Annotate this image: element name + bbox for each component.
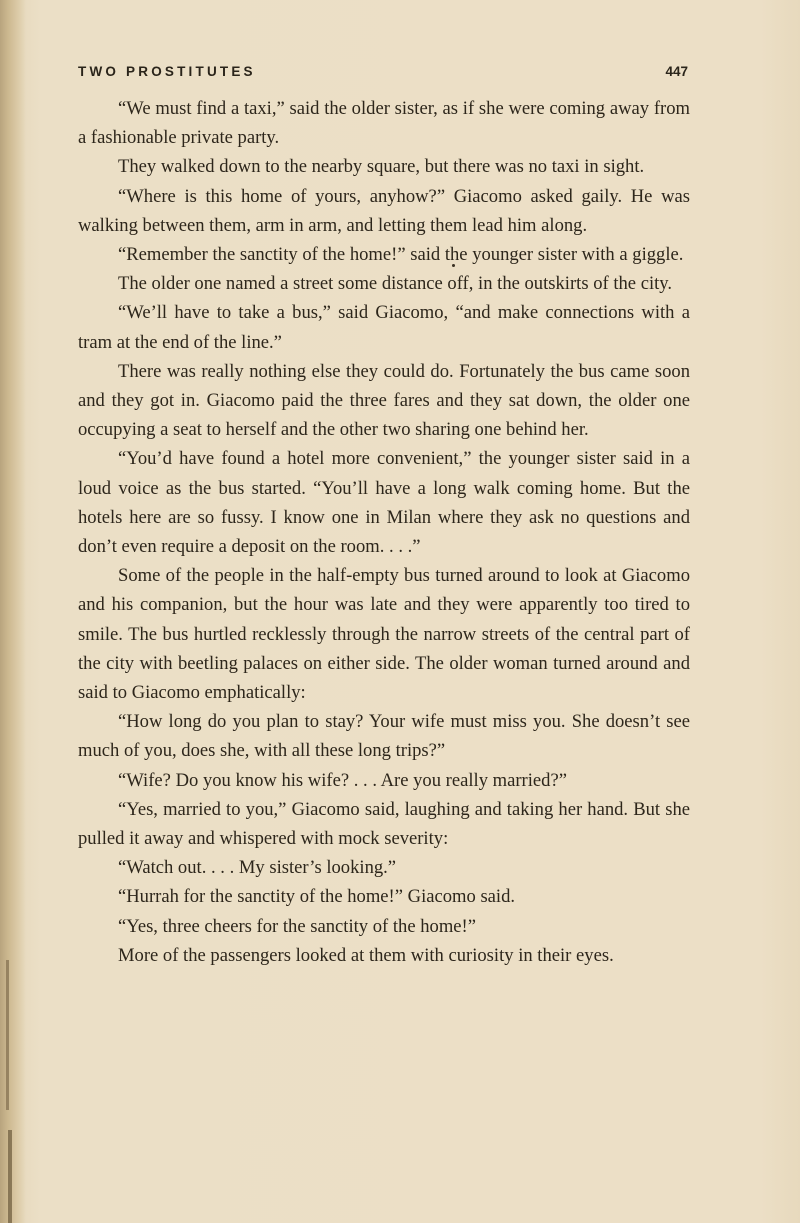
- binding-mark: [6, 960, 9, 1110]
- paragraph: “Watch out. . . . My sister’s looking.”: [118, 857, 397, 879]
- paragraph: “Remember the sanctity of the home!” said the younger sister with a giggle.: [118, 244, 684, 266]
- paragraph: “Yes, married to you,” Giacomo said, laughing and taking her hand. But she pulled it away and whispered with mock severity:: [78, 798, 690, 850]
- body-text: [78, 94, 690, 970]
- paragraph: “Wife? Do you know his wife? . . . Are you really married?”: [118, 769, 567, 791]
- paragraph: The older one named a street some distance off, in the outskirts of the city.: [118, 273, 673, 295]
- binding-mark: [8, 1130, 12, 1223]
- paragraph: They walked down to the nearby square, but there was no taxi in sight.: [118, 156, 645, 178]
- paragraph: “You’d have found a hotel more convenient,” the younger sister said in a loud voice as the bus started. “You’ll have a long walk coming home. But the hotels here are so fussy. I know one in Milan where they ask no questions and don’t even require a deposit on the room. . . .”: [78, 448, 690, 558]
- page-number: 447: [665, 64, 688, 79]
- paragraph: “Yes, three cheers for the sanctity of the home!”: [118, 915, 476, 937]
- paragraph: More of the passengers looked at them with curiosity in their eyes.: [118, 944, 614, 966]
- paragraph: “We’ll have to take a bus,” said Giacomo, “and make connections with a tram at the end of the line.”: [78, 302, 690, 353]
- running-head: TWO PROSTITUTES: [78, 64, 256, 79]
- paragraph: There was really nothing else they could do. Fortunately the bus came soon and they got in. Giacomo paid the three fares and they sat down, the older one occupying a seat to herself and the other two sharing one behind her.: [78, 360, 690, 441]
- paragraph: “Hurrah for the sanctity of the home!” Giacomo said.: [118, 886, 516, 908]
- paragraph: “How long do you plan to stay? Your wife must miss you. She doesn’t see much of you, does she, with all these long trips?”: [78, 711, 690, 762]
- paragraph: “Where is this home of yours, anyhow?” Giacomo asked gaily. He was walking between them, arm in arm, and letting them lead him along.: [78, 185, 690, 236]
- book-spine-shadow: [0, 0, 26, 1223]
- page-header: [78, 64, 688, 86]
- paragraph: “We must find a taxi,” said the older sister, as if she were coming away from a fashionable private party.: [78, 98, 690, 149]
- paragraph: Some of the people in the half-empty bus turned around to look at Giacomo and his companion, but the hour was late and they were apparently too tired to smile. The bus hurtled recklessly through the narrow streets of the central part of the city with beetling palaces on either side. The older woman turned around and said to Giacomo emphatically:: [78, 565, 690, 704]
